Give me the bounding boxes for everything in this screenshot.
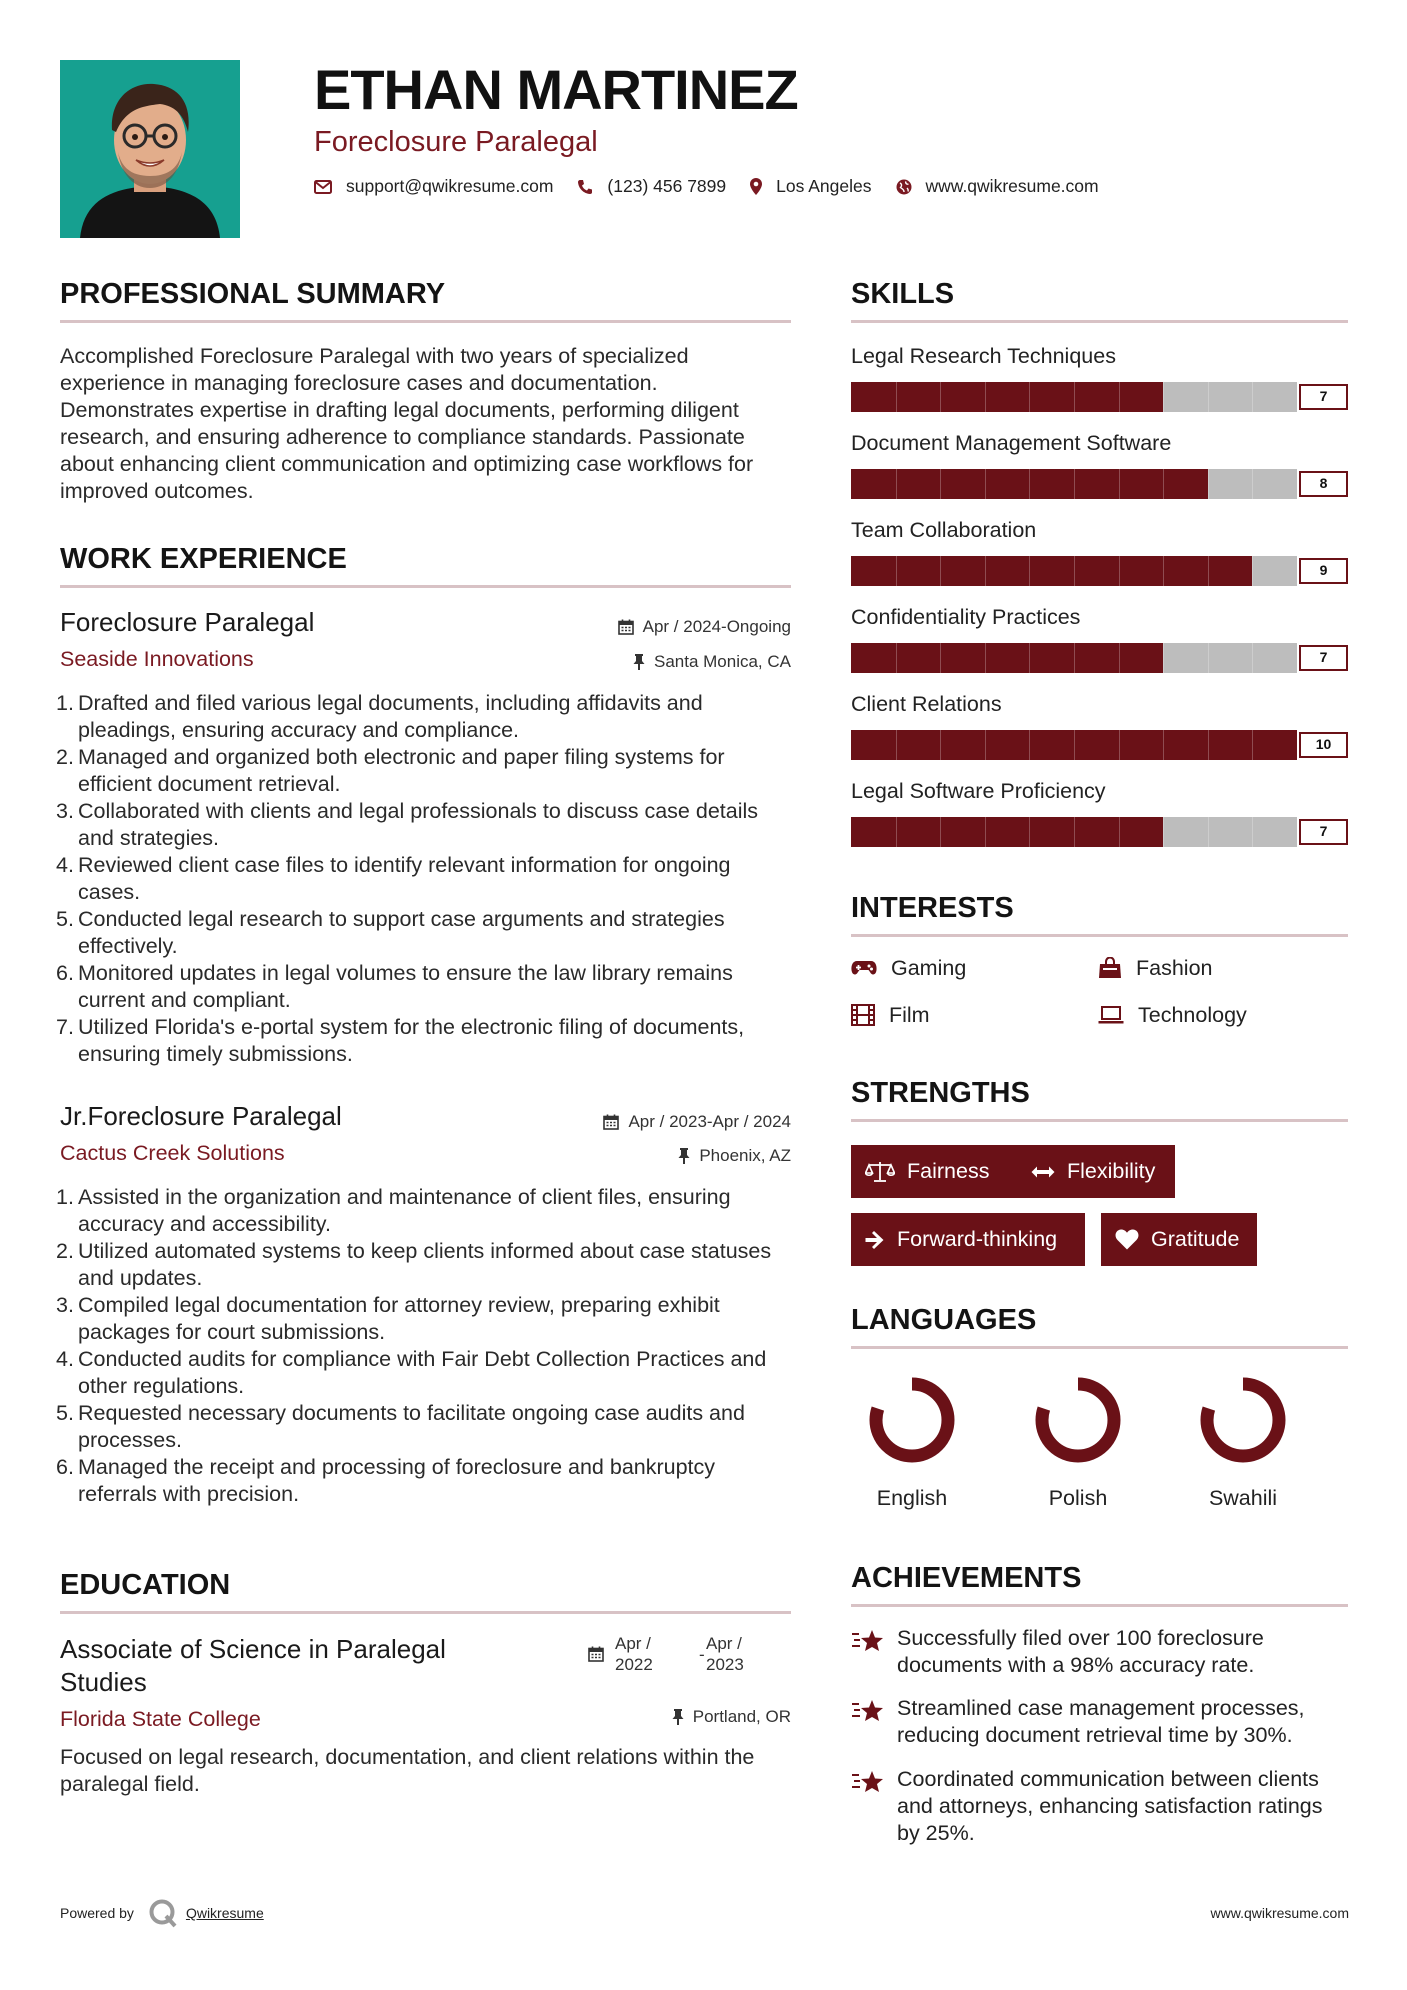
skill-segment-divider xyxy=(1252,643,1253,673)
skill-name: Confidentiality Practices xyxy=(851,605,1081,629)
skill-segment-divider xyxy=(1252,556,1253,586)
footer-website[interactable]: www.qwikresume.com xyxy=(1210,1905,1349,1921)
calendar-icon xyxy=(618,619,634,635)
phone-icon xyxy=(577,179,593,195)
skill-bar xyxy=(851,556,1348,586)
skill-segment-divider xyxy=(1252,730,1253,760)
skill-segment-divider xyxy=(1074,817,1075,847)
location-text: Los Angeles xyxy=(776,176,872,196)
skill-fill xyxy=(851,556,1252,586)
star-rush-icon xyxy=(851,1769,885,1795)
list-item: Assisted in the organization and maintenance of client files, ensuring accuracy and accessibility. xyxy=(78,1185,731,1236)
list-item: Managed and organized both electronic and paper filing systems for efficient document retrieval. xyxy=(78,745,725,796)
skill-segment-divider xyxy=(1029,730,1030,760)
skill-level-value: 8 xyxy=(1299,471,1348,497)
skill-segment-divider xyxy=(1119,817,1120,847)
interest-label: Fashion xyxy=(1136,956,1213,980)
strengths-divider xyxy=(851,1119,1348,1122)
skill-fill xyxy=(851,643,1163,673)
map-pin-icon xyxy=(750,178,762,195)
skill-bar xyxy=(851,817,1348,847)
education-date-dash: - xyxy=(699,1645,705,1664)
skill-level-value: 7 xyxy=(1299,645,1348,671)
interest-label: Film xyxy=(889,1003,930,1027)
experience-divider xyxy=(60,585,791,588)
languages-heading: LANGUAGES xyxy=(851,1304,1037,1336)
skill-segment-divider xyxy=(1074,643,1075,673)
pushpin-icon xyxy=(672,1709,684,1725)
interest-technology xyxy=(1098,1001,1247,1029)
job-company: Cactus Creek Solutions xyxy=(60,1141,285,1165)
skill-segment-divider xyxy=(896,556,897,586)
skill-segment-divider xyxy=(940,643,941,673)
achievement-text: Coordinated communication between clients and attorneys, enhancing satisfaction ratings by 25%. xyxy=(897,1767,1323,1845)
language-name: Swahili xyxy=(1208,1486,1278,1510)
footer-powered-by xyxy=(60,1898,264,1928)
film-icon xyxy=(851,1004,875,1026)
skill-segment-divider xyxy=(985,730,986,760)
summary-divider xyxy=(60,320,791,323)
list-item: Reviewed client case files to identify relevant information for ongoing cases. xyxy=(78,853,731,904)
language-level-ring xyxy=(1195,1372,1291,1468)
job-date-text: Apr / 2024-Ongoing xyxy=(642,617,791,636)
job-date xyxy=(618,616,791,638)
skill-bar xyxy=(851,643,1348,673)
star-rush-icon xyxy=(851,1698,885,1724)
skill-segment-divider xyxy=(1119,556,1120,586)
skill-segment-divider xyxy=(1208,817,1209,847)
duty-list xyxy=(78,690,792,1068)
profile-photo xyxy=(60,60,240,238)
list-item: Managed the receipt and processing of foreclosure and bankruptcy referrals with precision. xyxy=(78,1455,716,1506)
skill-segment-divider xyxy=(1029,382,1030,412)
skill-level-value: 7 xyxy=(1299,819,1348,845)
list-item: Utilized automated systems to keep clients informed about case statuses and updates. xyxy=(78,1239,772,1290)
strength-label: Forward-thinking xyxy=(897,1227,1058,1251)
skill-segment-divider xyxy=(1074,730,1075,760)
qwikresume-logo-icon xyxy=(148,1898,178,1928)
education-location xyxy=(672,1706,791,1728)
heart-icon xyxy=(1115,1229,1139,1250)
list-item: Requested necessary documents to facilitate ongoing case audits and processes. xyxy=(78,1401,745,1452)
contact-email[interactable] xyxy=(314,176,553,197)
skill-segment-divider xyxy=(1119,730,1120,760)
skill-segment-divider xyxy=(985,382,986,412)
job-date-text: Apr / 2023-Apr / 2024 xyxy=(628,1112,791,1131)
job-date xyxy=(603,1111,791,1133)
skill-segment-divider xyxy=(1074,382,1075,412)
skill-segment-divider xyxy=(1119,643,1120,673)
skill-segment-divider xyxy=(1163,730,1164,760)
skill-segment-divider xyxy=(1208,643,1209,673)
skills-divider xyxy=(851,320,1348,323)
calendar-icon xyxy=(603,1114,619,1130)
contact-phone[interactable] xyxy=(577,176,726,197)
skill-segment-divider xyxy=(985,556,986,586)
gamepad-icon xyxy=(851,960,877,976)
skill-segment-divider xyxy=(985,643,986,673)
skill-segment-divider xyxy=(1163,556,1164,586)
skill-segment-divider xyxy=(1252,469,1253,499)
skill-level-value: 9 xyxy=(1299,558,1348,584)
skill-name: Client Relations xyxy=(851,692,1002,716)
job-location xyxy=(633,651,791,673)
arrow-right-icon xyxy=(865,1231,885,1249)
skill-fill xyxy=(851,382,1163,412)
skills-heading: SKILLS xyxy=(851,278,955,310)
job-title: Jr.Foreclosure Paralegal xyxy=(60,1101,342,1131)
language-name: Polish xyxy=(1048,1486,1108,1510)
skill-segment-divider xyxy=(985,469,986,499)
education-end-date: Apr / 2023 xyxy=(706,1634,744,1674)
achievements-heading: ACHIEVEMENTS xyxy=(851,1562,1082,1594)
skill-segment-divider xyxy=(1163,817,1164,847)
skill-segment-divider xyxy=(1119,382,1120,412)
job-location-text: Santa Monica, CA xyxy=(653,652,791,671)
candidate-name: ETHAN MARTINEZ xyxy=(314,58,798,121)
contact-website[interactable] xyxy=(896,176,1099,197)
laptop-icon xyxy=(1098,1006,1124,1024)
list-item: Conducted legal research to support case arguments and strategies effectively. xyxy=(78,907,725,958)
strengths-heading: STRENGTHS xyxy=(851,1077,1030,1109)
arrows-horizontal-icon xyxy=(1031,1166,1055,1178)
interest-gaming xyxy=(851,954,966,982)
candidate-role: Foreclosure Paralegal xyxy=(314,126,598,158)
contact-location xyxy=(750,176,871,197)
shopping-bag-icon xyxy=(1098,957,1122,979)
skill-segment-divider xyxy=(1252,382,1253,412)
experience-heading: WORK EXPERIENCE xyxy=(60,543,347,575)
achievement-item xyxy=(851,1695,1348,1749)
list-item: Drafted and filed various legal documents, including affidavits and pleadings, ensuring accuracy and compliance. xyxy=(78,691,703,742)
skill-segment-divider xyxy=(940,730,941,760)
list-item: Collaborated with clients and legal professionals to discuss case details and strategies. xyxy=(78,799,759,850)
education-location-text: Portland, OR xyxy=(692,1707,791,1726)
skill-name: Legal Research Techniques xyxy=(851,344,1116,368)
achievement-text: Streamlined case management processes, reducing document retrieval time by 30%. xyxy=(897,1696,1305,1747)
skill-segment-divider xyxy=(940,469,941,499)
list-item: Conducted audits for compliance with Fair Debt Collection Practices and other regulations. xyxy=(78,1347,767,1398)
phone-text: (123) 456 7899 xyxy=(607,176,727,196)
strength-label: Gratitude xyxy=(1151,1227,1240,1251)
skill-segment-divider xyxy=(1029,643,1030,673)
education-divider xyxy=(60,1611,791,1614)
job-location-text: Phoenix, AZ xyxy=(699,1146,791,1165)
skill-segment-divider xyxy=(940,382,941,412)
portrait-photo-icon xyxy=(60,60,240,238)
skill-segment-divider xyxy=(1208,469,1209,499)
skill-segment-divider xyxy=(1208,556,1209,586)
skill-segment-divider xyxy=(1163,469,1164,499)
skill-segment-divider xyxy=(896,730,897,760)
pushpin-icon xyxy=(678,1148,690,1164)
strength-tag-flexibility xyxy=(1017,1145,1175,1198)
skill-segment-divider xyxy=(1163,382,1164,412)
list-item: Utilized Florida's e-portal system for the electronic filing of documents, ensuring timely submissions. xyxy=(78,1015,745,1066)
interests-divider xyxy=(851,934,1348,937)
envelope-icon xyxy=(314,180,332,194)
duty-list xyxy=(78,1184,792,1508)
brand-link[interactable]: Qwikresume xyxy=(185,1905,264,1921)
language-level-arc xyxy=(876,1384,948,1456)
language-level-arc xyxy=(1207,1384,1279,1456)
languages-divider xyxy=(851,1346,1348,1349)
strength-tag-forward-thinking xyxy=(851,1213,1085,1266)
powered-by-text: Powered by xyxy=(60,1905,134,1921)
achievements-divider xyxy=(851,1604,1348,1607)
globe-icon xyxy=(896,179,912,195)
skill-segment-divider xyxy=(1163,643,1164,673)
list-item: Compiled legal documentation for attorney review, preparing exhibit packages for court submissions. xyxy=(78,1293,720,1344)
skill-bar xyxy=(851,469,1348,499)
skill-segment-divider xyxy=(896,469,897,499)
skill-bar xyxy=(851,730,1348,760)
summary-heading: PROFESSIONAL SUMMARY xyxy=(60,278,446,310)
interest-fashion xyxy=(1098,954,1213,982)
skill-name: Legal Software Proficiency xyxy=(851,779,1106,803)
language-name: English xyxy=(876,1486,948,1510)
skill-segment-divider xyxy=(1029,556,1030,586)
email-text: support@qwikresume.com xyxy=(346,176,554,196)
strength-tag-fairness xyxy=(851,1145,1017,1198)
skill-bar xyxy=(851,382,1348,412)
skill-name: Team Collaboration xyxy=(851,518,1037,542)
skill-segment-divider xyxy=(1208,730,1209,760)
skill-segment-divider xyxy=(985,817,986,847)
interest-label: Gaming xyxy=(891,956,967,980)
skill-segment-divider xyxy=(1208,382,1209,412)
pushpin-icon xyxy=(633,654,645,670)
contact-bar xyxy=(314,176,1123,197)
skill-level-value: 10 xyxy=(1299,732,1348,758)
website-text: www.qwikresume.com xyxy=(925,176,1099,196)
language-item xyxy=(1183,1372,1303,1512)
achievement-item xyxy=(851,1766,1348,1847)
education-start-date: Apr / 2022 xyxy=(615,1634,653,1674)
language-level-arc xyxy=(1042,1384,1114,1456)
skill-segment-divider xyxy=(1029,817,1030,847)
job-title: Foreclosure Paralegal xyxy=(60,607,315,637)
summary-text: Accomplished Foreclosure Paralegal with two years of specialized experience in managing foreclosure cases and documentation. Demonstrates expertise in drafting legal documents, performing diligent research, and ensuring adherence to compliance standards. Passionate about enhancing client communication and optimizing case workflows for improved outcomes. xyxy=(60,344,754,503)
list-item: Monitored updates in legal volumes to ensure the law library remains current and compliant. xyxy=(78,961,733,1012)
skill-segment-divider xyxy=(896,817,897,847)
strength-label: Flexibility xyxy=(1067,1159,1156,1183)
scale-icon xyxy=(865,1161,895,1183)
achievement-item xyxy=(851,1625,1348,1679)
language-level-ring xyxy=(864,1372,960,1468)
education-heading: EDUCATION xyxy=(60,1569,231,1601)
education-description: Focused on legal research, documentation, and client relations within the paralegal field. xyxy=(60,1745,755,1796)
interest-film xyxy=(851,1001,930,1029)
interest-label: Technology xyxy=(1138,1003,1247,1027)
language-item xyxy=(852,1372,972,1512)
interests-heading: INTERESTS xyxy=(851,892,1014,924)
school-name: Florida State College xyxy=(60,1707,261,1731)
skill-segment-divider xyxy=(1074,469,1075,499)
skill-segment-divider xyxy=(1074,556,1075,586)
skill-name: Document Management Software xyxy=(851,431,1172,455)
star-rush-icon xyxy=(851,1628,885,1654)
skill-segment-divider xyxy=(1119,469,1120,499)
skill-segment-divider xyxy=(896,382,897,412)
language-level-ring xyxy=(1030,1372,1126,1468)
job-company: Seaside Innovations xyxy=(60,647,254,671)
skill-level-value: 7 xyxy=(1299,384,1348,410)
achievement-text: Successfully filed over 100 foreclosure documents with a 98% accuracy rate. xyxy=(897,1626,1264,1677)
skill-segment-divider xyxy=(1029,469,1030,499)
skill-segment-divider xyxy=(1252,817,1253,847)
strength-tag-gratitude xyxy=(1101,1213,1257,1266)
skill-segment-divider xyxy=(896,643,897,673)
job-location xyxy=(678,1145,791,1167)
skill-fill xyxy=(851,817,1163,847)
strength-label: Fairness xyxy=(907,1159,990,1183)
skill-segment-divider xyxy=(940,817,941,847)
language-item xyxy=(1018,1372,1138,1512)
calendar-icon xyxy=(588,1646,604,1662)
degree-title: Associate of Science in Paralegal Studies xyxy=(60,1634,446,1697)
skill-segment-divider xyxy=(940,556,941,586)
